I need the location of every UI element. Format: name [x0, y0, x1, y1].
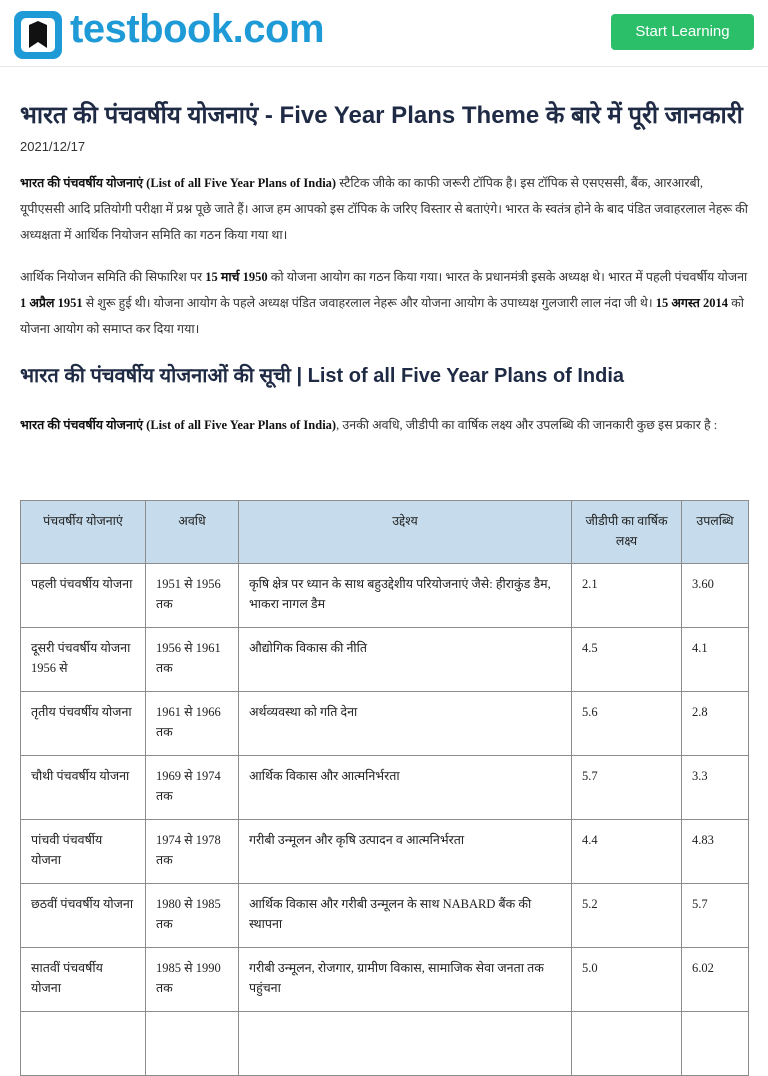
para2-text-e: से शुरू हुई थी। योजना आयोग के पहले अध्यक्ष पंडित जवाहरलाल नेहरू और योजना आयोग के उपाध्यक्ष गुलजारी लाल नंदा जी थे। — [82, 296, 656, 310]
cell-objective: औद्योगिक विकास की नीति — [239, 628, 572, 692]
cell-period: 1956 से 1961 तक — [146, 628, 239, 692]
testbook-logo-icon[interactable] — [14, 11, 62, 59]
article — [20, 100, 750, 438]
table-row — [21, 820, 749, 884]
article-title: भारत की पंचवर्षीय योजनाएं - Five Year Plans Theme के बारे में पूरी जानकारी — [20, 102, 743, 129]
header-objective: उद्देश्य — [239, 501, 572, 564]
cell-achievement: 2.8 — [682, 692, 749, 756]
table-row — [21, 884, 749, 948]
cell-objective: गरीबी उन्मूलन और कृषि उत्पादन व आत्मनिर्भरता — [239, 820, 572, 884]
brand-name[interactable]: testbook.com — [70, 7, 325, 51]
section-heading: भारत की पंचवर्षीय योजनाओं की सूची | List of all Five Year Plans of India — [20, 365, 625, 387]
header-period: अवधि — [146, 501, 239, 564]
paragraph-intro-text: स्टैटिक जीके का काफी जरूरी टॉपिक है। इस टॉपिक से एसएससी, बैंक, आरआरबी, यूपीएससी आदि प्रतियोगी परीक्षा में प्रश्न पूछे जाते हैं। आज हम आपको इस टॉपिक के जरिए विस्तार से बताएंगे। भारत के स्वतंत्र होने के बाद पंडित जवाहरलाल नेहरू की अध्यक्षता में आर्थिक नियोजन समिति का गठन किया गया था। — [20, 176, 749, 242]
logo-inner — [21, 18, 55, 52]
cell-objective: आर्थिक विकास और गरीबी उन्मूलन के साथ NABARD बैंक की स्थापना — [239, 884, 572, 948]
cell-objective: गरीबी उन्मूलन, रोजगार, ग्रामीण विकास, सामाजिक सेवा जनता तक पहुंचना — [239, 948, 572, 1012]
para2-date-2: 1 अप्रैल 1951 — [20, 296, 83, 310]
cell-objective: अर्थव्यवस्था को गति देना — [239, 692, 572, 756]
table-row-partial — [21, 1012, 749, 1076]
para2-date-3: 15 अगस्त 2014 — [655, 296, 729, 310]
para2-text-c: को योजना आयोग का गठन किया गया। भारत के प्रधानमंत्री इसके अध्यक्ष थे। भारत में पहली पंचवर्षीय योजना — [267, 270, 748, 284]
cell-achievement: 4.83 — [682, 820, 749, 884]
cell-gdp-target: 5.0 — [572, 948, 682, 1012]
cell-period: 1985 से 1990 तक — [146, 948, 239, 1012]
header-gdp-target: जीडीपी का वार्षिक लक्ष्य — [572, 501, 682, 564]
para2-text-g: को योजना आयोग को समाप्त कर दिया गया। — [20, 296, 745, 336]
cell-gdp-target: 5.6 — [572, 692, 682, 756]
bookmark-icon — [21, 18, 55, 52]
para2-date-1: 15 मार्च 1950 — [205, 270, 268, 284]
cell-gdp-target: 4.5 — [572, 628, 682, 692]
table-row — [21, 756, 749, 820]
cell-achievement: 4.1 — [682, 628, 749, 692]
cell-period: 1961 से 1966 तक — [146, 692, 239, 756]
cell-plan: सातवीं पंचवर्षीय योजना — [21, 948, 146, 1012]
paragraph-planning-commission — [20, 264, 750, 342]
cell-gdp-target: 4.4 — [572, 820, 682, 884]
paragraph-table-intro — [20, 412, 750, 438]
cell-objective: आर्थिक विकास और आत्मनिर्भरता — [239, 756, 572, 820]
para2-text-a: आर्थिक नियोजन समिति की सिफारिश पर — [20, 270, 206, 284]
cell-achievement: 3.60 — [682, 564, 749, 628]
table-row — [21, 628, 749, 692]
cell-achievement: 3.3 — [682, 756, 749, 820]
cell-period: 1980 से 1985 तक — [146, 884, 239, 948]
cell-plan: पांचवी पंचवर्षीय योजना — [21, 820, 146, 884]
cell-gdp-target: 5.7 — [572, 756, 682, 820]
table-intro-bold: भारत की पंचवर्षीय योजनाएं (List of all Five Year Plans of India) — [20, 418, 337, 432]
paragraph-intro — [20, 170, 750, 248]
cell-plan: छठवीं पंचवर्षीय योजना — [21, 884, 146, 948]
paragraph-intro-bold: भारत की पंचवर्षीय योजनाएं (List of all Five Year Plans of India) — [20, 176, 337, 190]
five-year-plans-table — [20, 500, 749, 1076]
cell-objective: कृषि क्षेत्र पर ध्यान के साथ बहुउद्देशीय परियोजनाएं जैसे: हीराकुंड डैम, भाकरा नागल डैम — [239, 564, 572, 628]
cell-plan: तृतीय पंचवर्षीय योजना — [21, 692, 146, 756]
cell-gdp-target: 2.1 — [572, 564, 682, 628]
cell-achievement: 6.02 — [682, 948, 749, 1012]
table-row — [21, 564, 749, 628]
cell-period: 1969 से 1974 तक — [146, 756, 239, 820]
cell-plan: पहली पंचवर्षीय योजना — [21, 564, 146, 628]
cell-period: 1951 से 1956 तक — [146, 564, 239, 628]
cell-plan: चौथी पंचवर्षीय योजना — [21, 756, 146, 820]
table-header-row — [21, 501, 749, 564]
site-header — [0, 0, 768, 67]
table-row — [21, 692, 749, 756]
start-learning-button[interactable]: Start Learning — [611, 14, 754, 50]
header-plan: पंचवर्षीय योजनाएं — [21, 501, 146, 564]
cell-plan: दूसरी पंचवर्षीय योजना 1956 से — [21, 628, 146, 692]
table-intro-text: , उनकी अवधि, जीडीपी का वार्षिक लक्ष्य और उपलब्धि की जानकारी कुछ इस प्रकार है : — [336, 418, 718, 432]
article-date: 2021/12/17 — [20, 139, 86, 154]
cell-gdp-target: 5.2 — [572, 884, 682, 948]
table-row — [21, 948, 749, 1012]
header-achievement: उपलब्धि — [682, 501, 749, 564]
cell-period: 1974 से 1978 तक — [146, 820, 239, 884]
cell-achievement: 5.7 — [682, 884, 749, 948]
